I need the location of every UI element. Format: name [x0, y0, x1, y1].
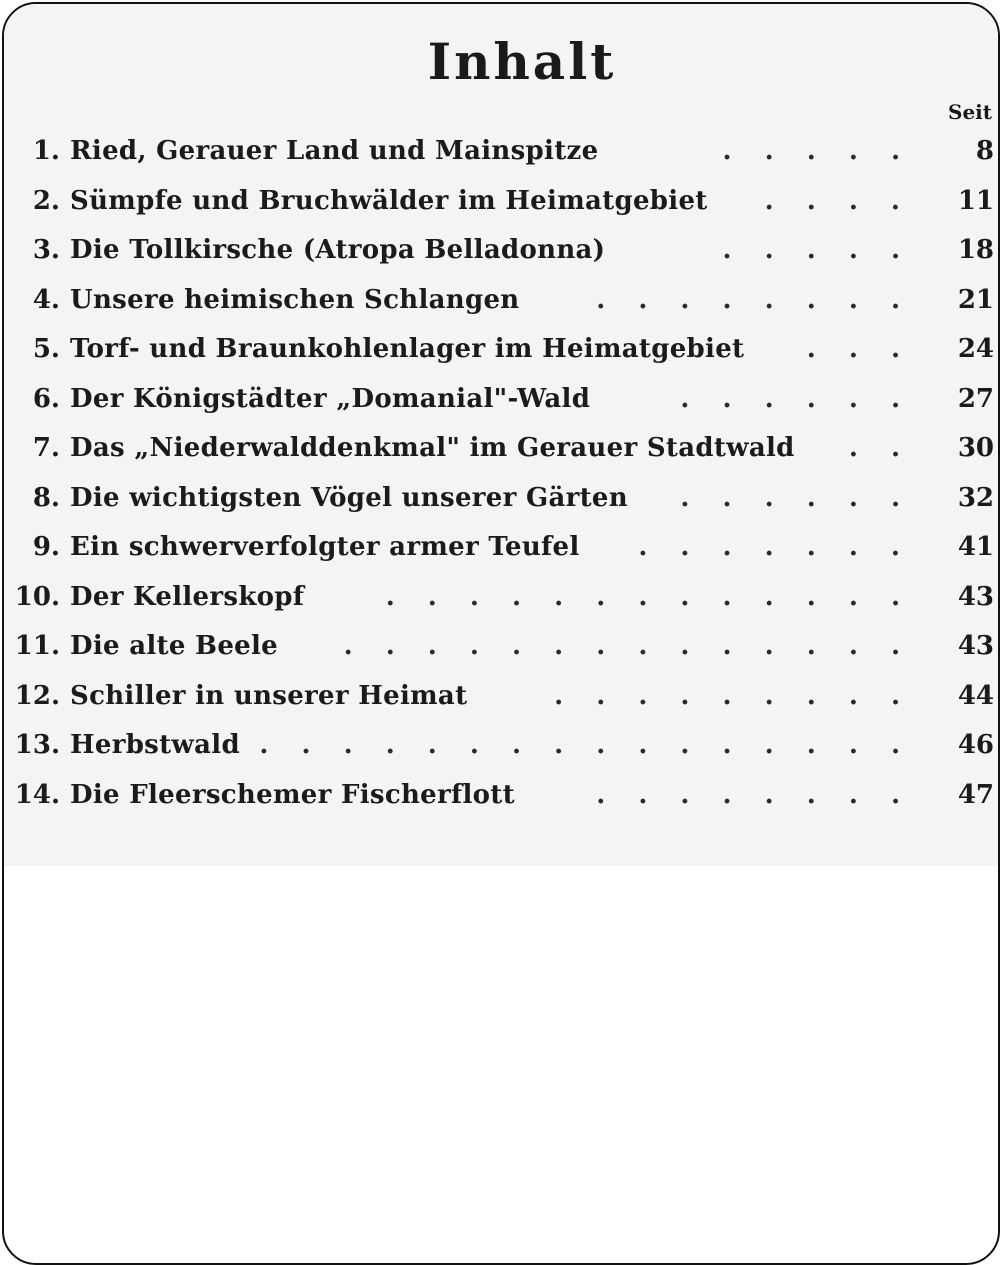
page-column-header: Seit — [948, 100, 993, 124]
entry-title: Herbstwald — [70, 730, 240, 760]
entry-number: 9. — [32, 532, 60, 562]
entry-title: Der Kellerskopf — [70, 581, 305, 612]
entry-number: 14. — [14, 779, 60, 810]
entry-title: Torf- und Braunkohlenlager im Heimatgebiet — [70, 334, 745, 364]
entry-page: 30 — [957, 433, 994, 463]
entry-title: Der Königstädter „Domanial"-Wald — [70, 383, 591, 414]
entry-number: 1. — [32, 136, 60, 166]
entry-title: Das „Niederwalddenkmal" im Gerauer Stadtwald — [70, 433, 795, 463]
entry-page: 18 — [957, 235, 994, 265]
entry-page: 8 — [975, 136, 994, 166]
entry-page: 44 — [957, 680, 994, 711]
entry-page: 43 — [957, 581, 994, 612]
entry-number: 12. — [14, 680, 60, 711]
toc-entry — [4, 574, 998, 624]
entry-title: Unsere heimischen Schlangen — [70, 284, 520, 315]
entry-title: Die alte Beele — [70, 631, 279, 661]
dot-leader: . . . . . . — [680, 383, 912, 414]
dot-leader: . . . . . . . . — [596, 284, 912, 315]
entry-number: 2. — [32, 185, 60, 216]
entry-title: Die Tollkirsche (Atropa Belladonna) — [70, 235, 606, 265]
entry-number: 4. — [32, 284, 60, 315]
entry-number: 10. — [14, 581, 60, 612]
toc-entry — [4, 524, 998, 574]
entry-number: 7. — [32, 433, 60, 463]
toc-entry — [4, 277, 998, 327]
toc-entry — [4, 772, 998, 822]
entry-page: 47 — [957, 779, 994, 810]
toc-entry — [4, 425, 998, 475]
entry-number: 11. — [14, 631, 60, 661]
page-title: Inhalt — [427, 32, 617, 91]
entry-title: Sümpfe und Bruchwälder im Heimatgebiet — [70, 185, 708, 216]
toc-entry — [4, 178, 998, 228]
entry-page: 11 — [957, 185, 994, 216]
entry-number: 13. — [14, 730, 60, 760]
dot-leader: . . . . . . . . — [596, 779, 912, 810]
dot-leader: . . . . . . . . . — [554, 680, 912, 711]
dot-leader: . . . . . — [722, 235, 912, 265]
scanned-page — [4, 4, 998, 866]
dot-leader: . . . . . . . . . . . . . . — [343, 631, 912, 661]
page-frame — [2, 2, 1000, 1265]
toc-entry — [4, 623, 998, 673]
entry-page: 21 — [957, 284, 994, 315]
toc-entry — [4, 227, 998, 277]
entry-title: Ein schwerverfolgter armer Teufel — [70, 532, 580, 562]
entry-title: Schiller in unserer Heimat — [70, 680, 468, 711]
dot-leader: . . — [848, 433, 912, 463]
toc-entry — [4, 673, 998, 723]
dot-leader: . . . . . . . — [638, 532, 912, 562]
entry-number: 3. — [32, 235, 60, 265]
entry-title: Ried, Gerauer Land und Mainspitze — [70, 136, 599, 166]
entry-page: 43 — [957, 631, 994, 661]
dot-leader: . . . . . — [722, 136, 912, 166]
entry-number: 8. — [32, 482, 60, 513]
toc-entry — [4, 722, 998, 772]
dot-leader: . . . . . . — [680, 482, 912, 513]
toc-entry — [4, 475, 998, 525]
entry-number: 5. — [32, 334, 60, 364]
entry-title: Die wichtigsten Vögel unserer Gärten — [70, 482, 628, 513]
dot-leader: . . . . . . . . . . . . . — [385, 581, 912, 612]
toc-entry — [4, 326, 998, 376]
toc-entry — [4, 128, 998, 178]
dot-leader: . . . — [806, 334, 912, 364]
entry-page: 24 — [957, 334, 994, 364]
table-of-contents — [4, 128, 998, 821]
dot-leader: . . . . — [764, 185, 912, 216]
entry-page: 27 — [957, 383, 994, 414]
entry-title: Die Fleerschemer Fischerflott — [70, 779, 515, 810]
entry-number: 6. — [32, 383, 60, 414]
toc-entry — [4, 376, 998, 426]
dot-leader: . . . . . . . . . . . . . . . . — [259, 730, 912, 760]
entry-page: 41 — [957, 532, 994, 562]
entry-page: 46 — [957, 730, 994, 760]
entry-page: 32 — [957, 482, 994, 513]
